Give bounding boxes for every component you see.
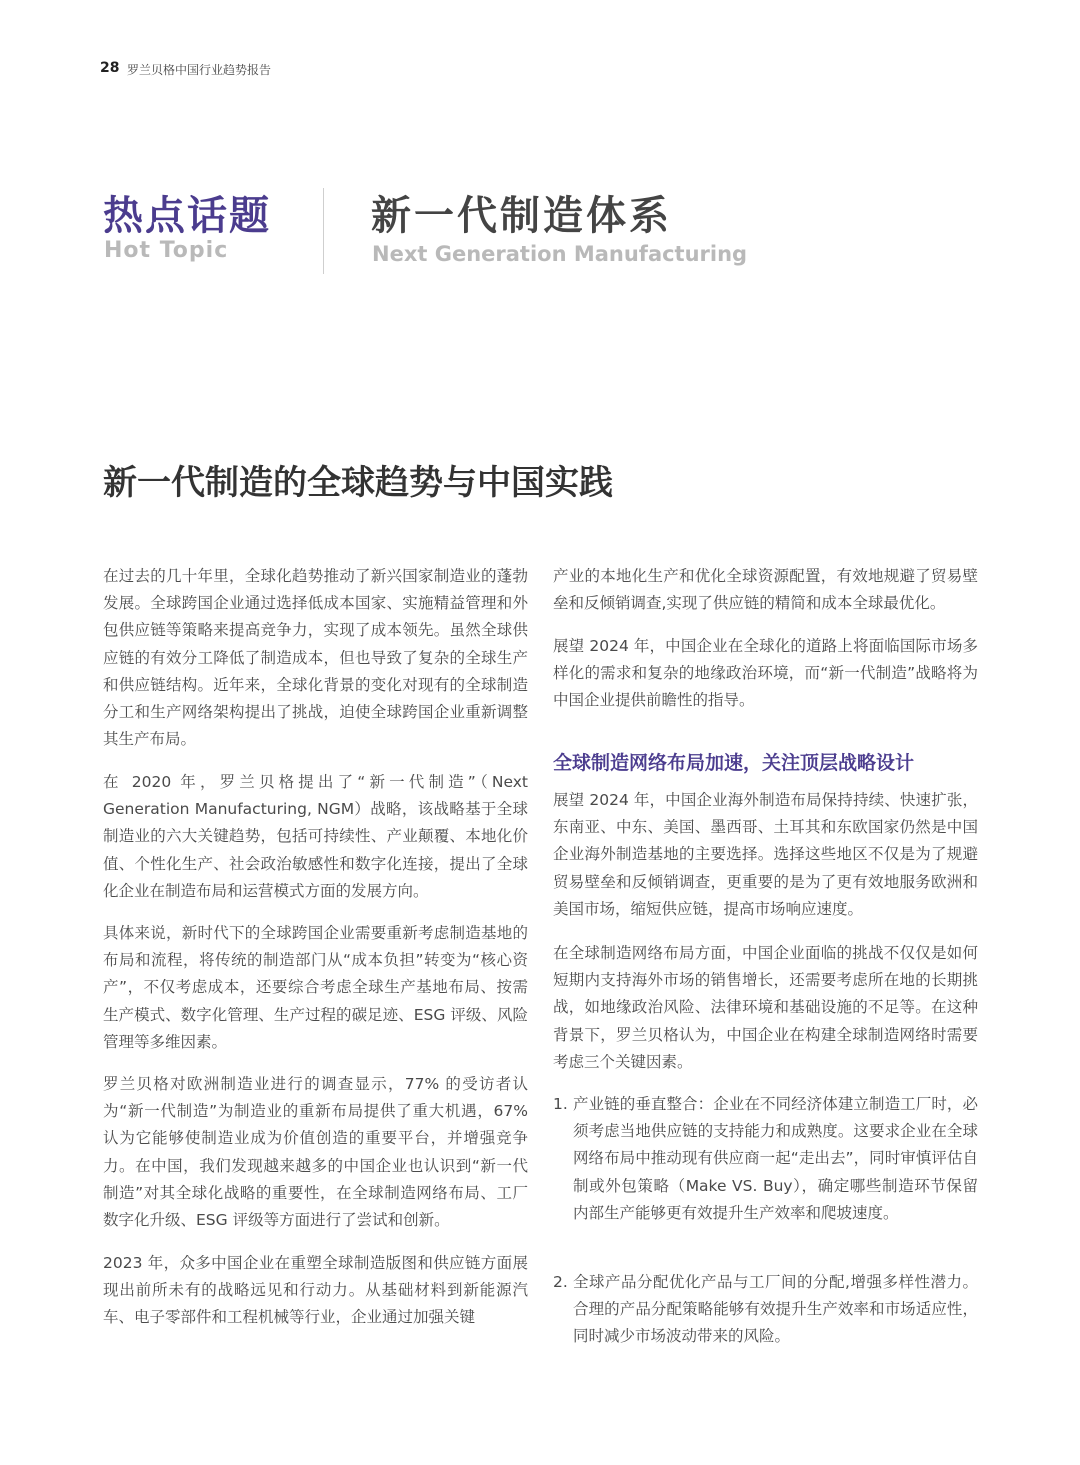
paragraph: 在全球制造网络布局方面，中国企业面临的挑战不仅仅是如何短期内支持海外市场的销售增长，还需要考虑所在地的长期挑战，如地缘政治风险、法律环境和基础设施的不足等。在这种背景下，罗兰贝格认为，中国企业在构建全球制造网络时需要考虑三个关键因素。: [553, 944, 978, 1071]
category-title-cn: 热点话题: [103, 193, 271, 239]
paragraph: 在过去的几十年里，全球化趋势推动了新兴国家制造业的蓬勃发展。全球跨国企业通过选择低成本国家、实施精益管理和外包供应链等策略来提高竞争力，实现了成本领先。虽然全球供应链的有效分工降低了制造成本，但也导致了复杂的全球生产和供应链结构。近年来，全球化背景的变化对现有的全球制造分工和生产网络架构提出了挑战，迫使全球跨国企业重新调整其生产布局。: [103, 567, 528, 749]
list-item: [553, 1269, 978, 1351]
list-number: 1.: [553, 1095, 568, 1113]
paragraph: 在 2020 年，罗兰贝格提出了“新一代制造”（Next Generation Manufacturing, NGM）战略，该战略基于全球制造业的六大关键趋势，包括可持续性、产业颠覆、本地化价值、个性化生产、社会政治敏感性和数字化连接，提出了全球化企业在制造布局和运营模式方面的发展方向。: [103, 773, 528, 900]
paragraph: 罗兰贝格对欧洲制造业进行的调查显示，77% 的受访者认为“新一代制造”为制造业的重新布局提供了重大机遇，67% 认为它能够使制造业成为价值创造的重要平台，并增强竞争力。在中国，我们发现越来越多的中国企业也认识到“新一代制造”对其全球化战略的重要性，在全球制造网络布局、工厂数字化升级、ESG 评级等方面进行了尝试和创新。: [103, 1075, 528, 1230]
section-title: 新一代制造的全球趋势与中国实践: [103, 463, 613, 503]
paragraph: 展望 2024 年，中国企业海外制造布局保持持续、快速扩张，东南亚、中东、美国、墨西哥、土耳其和东欧国家仍然是中国企业海外制造基地的主要选择。选择这些地区不仅是为了规避贸易壁垒和反倾销调查，更重要的是为了更有效地服务欧洲和美国市场，缩短供应链，提高市场响应速度。: [553, 791, 978, 918]
list-text: 产业链的垂直整合：企业在不同经济体建立制造工厂时，必须考虑当地供应链的支持能力和成熟度。这要求企业在全球网络布局中推动现有供应商一起“走出去”，同时审慎评估自制或外包策略（Make VS. Buy），确定哪些制造环节保留内部生产能够更有效提升生产效率和爬坡速度。: [573, 1095, 978, 1222]
subheading: 全球制造网络布局加速，关注顶层战略设计: [553, 752, 915, 774]
category-title-en: Hot Topic: [104, 238, 229, 263]
page-number: 28: [100, 60, 120, 76]
list-number: 2.: [553, 1273, 568, 1291]
topic-title-en: Next Generation Manufacturing: [372, 242, 748, 266]
list-item: [553, 1091, 978, 1227]
list-text: 全球产品分配优化产品与工厂间的分配,增强多样性潜力。合理的产品分配策略能够有效提升生产效率和市场适应性，同时减少市场波动带来的风险。: [573, 1273, 978, 1346]
topic-title-cn: 新一代制造体系: [371, 193, 672, 239]
banner-divider: [323, 188, 324, 274]
paragraph: 2023 年，众多中国企业在重塑全球制造版图和供应链方面展现出前所未有的战略远见和行动力。从基础材料到新能源汽车、电子零部件和工程机械等行业，企业通过加强关键: [103, 1254, 528, 1327]
paragraph: 产业的本地化生产和优化全球资源配置，有效地规避了贸易壁垒和反倾销调查,实现了供应链的精简和成本全球最优化。: [553, 567, 978, 613]
paragraph: 展望 2024 年，中国企业在全球化的道路上将面临国际市场多样化的需求和复杂的地缘政治环境，而“新一代制造”战略将为中国企业提供前瞻性的指导。: [553, 637, 978, 710]
paragraph: 具体来说，新时代下的全球跨国企业需要重新考虑制造基地的布局和流程，将传统的制造部门从“成本负担”转变为“核心资产”，不仅考虑成本，还要综合考虑全球生产基地布局、按需生产模式、数字化管理、生产过程的碳足迹、ESG 评级、风险管理等多维因素。: [103, 924, 528, 1051]
report-title: 罗兰贝格中国行业趋势报告: [127, 63, 272, 77]
